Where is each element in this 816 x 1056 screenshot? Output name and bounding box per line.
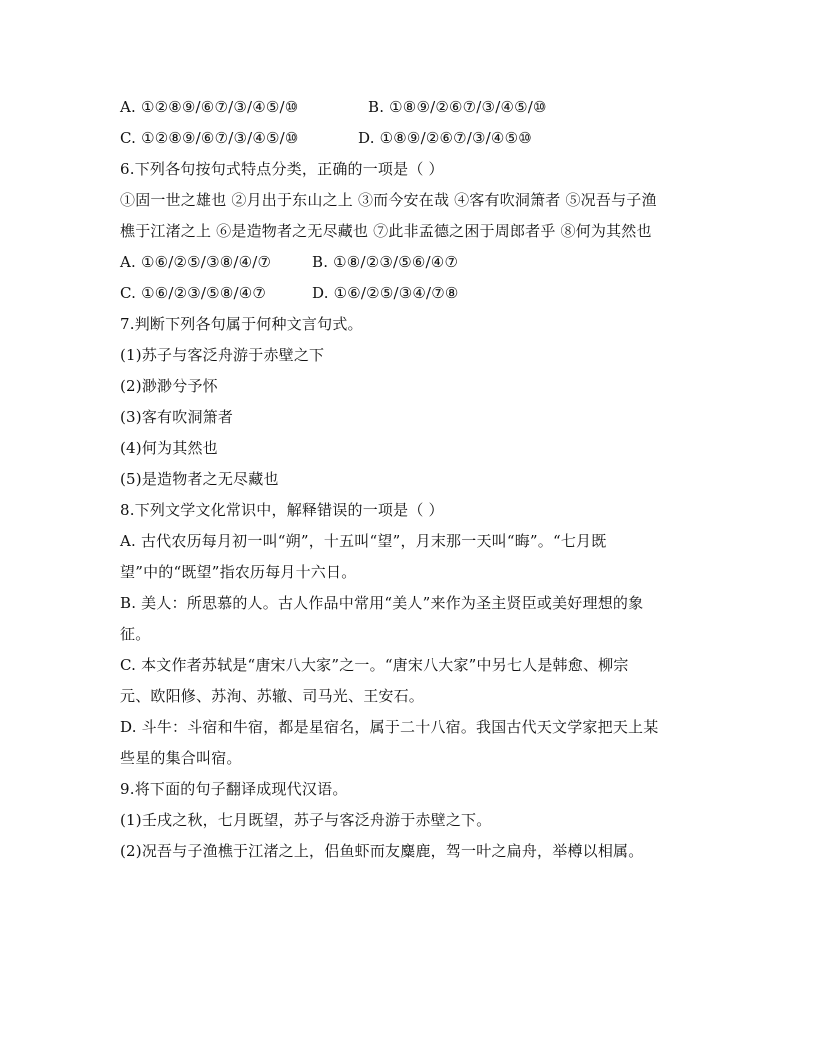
q6-options-row-cd [120, 278, 700, 309]
q7-item-5: (5)是造物者之无尽藏也 [120, 470, 279, 488]
q9-item-1: (1)壬戌之秋，七月既望，苏子与客泛舟游于赤壁之下。 [120, 811, 492, 829]
q7-stem: 7.判断下列各句属于何种文言句式。 [120, 315, 363, 333]
q8-option-c-line-2: 元、欧阳修、苏洵、苏辙、司马光、王安石。 [120, 687, 425, 705]
q8-stem: 8.下列文学文化常识中，解释错误的一项是（ ） [120, 501, 444, 519]
document-page [120, 92, 700, 867]
q6-option-b: B. ①⑧/②③/⑤⑥/④⑦ [312, 253, 459, 271]
q8-option-d-line-2: 些星的集合叫宿。 [120, 749, 242, 767]
q7-item-3: (3)客有吹洞箫者 [120, 408, 234, 426]
q5-option-b: B. ①⑧⑨/②⑥⑦/③/④⑤/⑩ [368, 98, 547, 116]
q8-option-b-line-1: B. 美人：所思慕的人。古人作品中常用“美人”来作为圣主贤臣或美好理想的象 [120, 594, 644, 612]
q6-option-d: D. ①⑥/②⑤/③④/⑦⑧ [312, 284, 459, 302]
q6-stem: 6.下列各句按句式特点分类，正确的一项是（ ） [120, 160, 444, 178]
q5-option-c: C. ①②⑧⑨/⑥⑦/③/④⑤/⑩ [120, 129, 299, 147]
q6-sentences-line-2: 樵于江渚之上 ⑥是造物者之无尽藏也 ⑦此非孟德之困于周郎者乎 ⑧何为其然也 [120, 222, 652, 240]
q8-option-b-line-2: 征。 [120, 625, 151, 643]
q9-stem: 9.将下面的句子翻译成现代汉语。 [120, 780, 348, 798]
q6-option-a: A. ①⑥/②⑤/③⑧/④/⑦ [120, 253, 272, 271]
q7-item-4: (4)何为其然也 [120, 439, 218, 457]
q8-option-a-line-1: A. 古代农历每月初一叫“朔”，十五叫“望”，月末那一天叫“晦”。“七月既 [120, 532, 607, 550]
q5-option-d: D. ①⑧⑨/②⑥⑦/③/④⑤⑩ [358, 129, 532, 147]
q9-item-2: (2)况吾与子渔樵于江渚之上，侣鱼虾而友麋鹿，驾一叶之扁舟，举樽以相属。 [120, 842, 644, 860]
q6-options-row-ab [120, 247, 700, 278]
q6-sentences-line-1: ①固一世之雄也 ②月出于东山之上 ③而今安在哉 ④客有吹洞箫者 ⑤况吾与子渔 [120, 191, 657, 209]
q7-item-1: (1)苏子与客泛舟游于赤壁之下 [120, 346, 325, 364]
q8-option-a-line-2: 望”中的“既望”指农历每月十六日。 [120, 563, 357, 581]
q5-options-row-ab [120, 92, 700, 123]
q8-option-c-line-1: C. 本文作者苏轼是“唐宋八大家”之一。“唐宋八大家”中另七人是韩愈、柳宗 [120, 656, 629, 674]
q5-option-a: A. ①②⑧⑨/⑥⑦/③/④⑤/⑩ [120, 98, 299, 116]
q5-options-row-cd [120, 123, 700, 154]
q7-item-2: (2)渺渺兮予怀 [120, 377, 218, 395]
q8-option-d-line-1: D. 斗牛：斗宿和牛宿，都是星宿名，属于二十八宿。我国古代天文学家把天上某 [120, 718, 659, 736]
q6-option-c: C. ①⑥/②③/⑤⑧/④⑦ [120, 284, 267, 302]
